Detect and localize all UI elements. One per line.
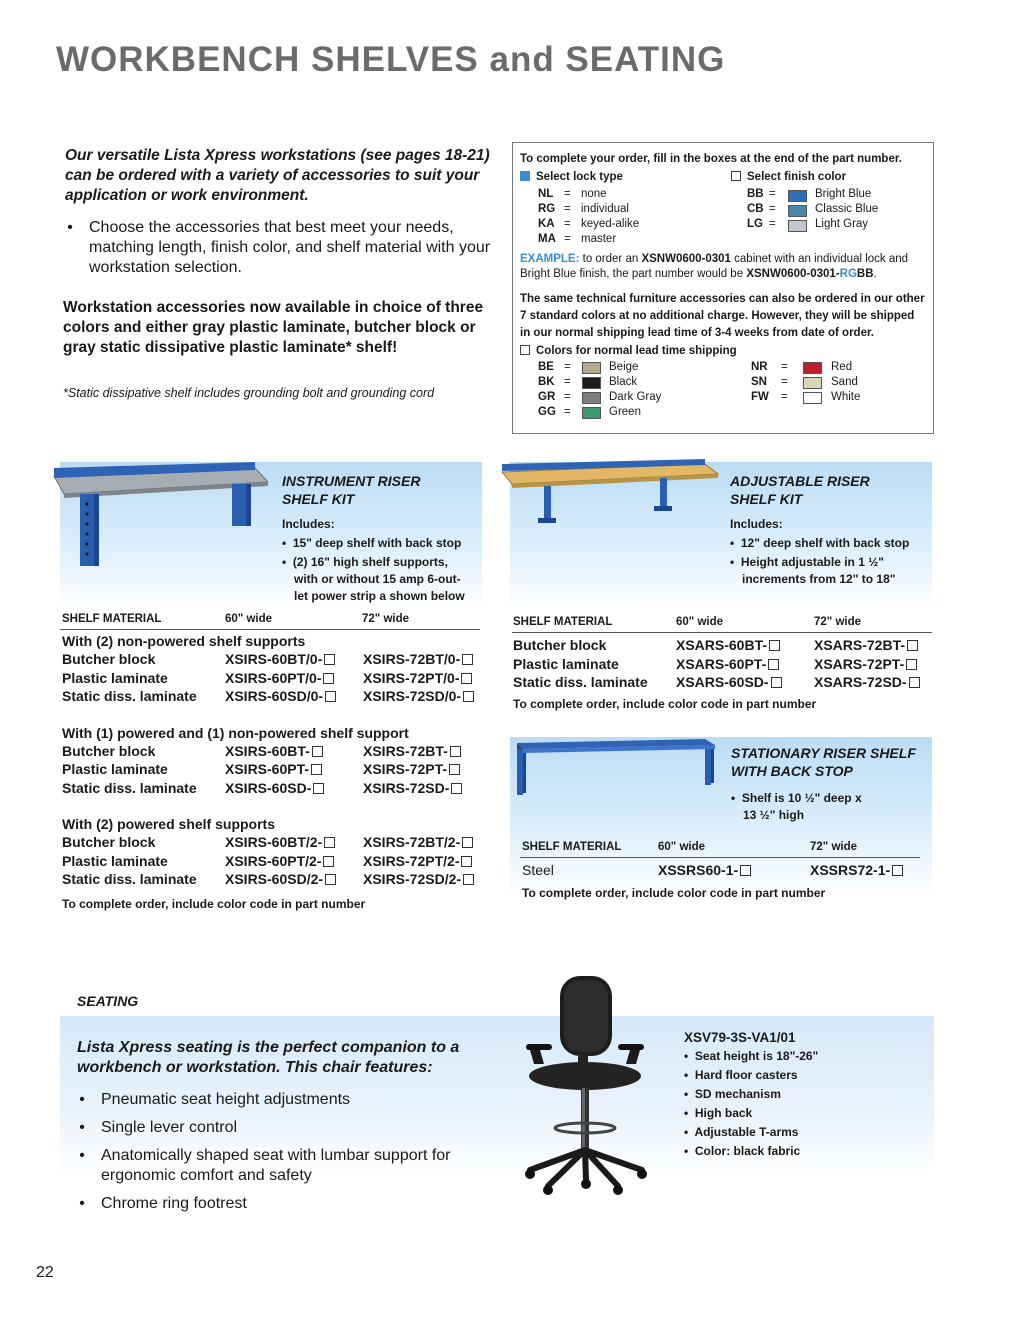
finish-color-label: Select finish color (731, 170, 846, 185)
color-swatch (582, 362, 601, 374)
std-color-name: Red (831, 361, 853, 373)
adjustable-note: To complete order, include color code in part number (513, 697, 817, 711)
std-color-name: Black (609, 376, 638, 388)
color-swatch (788, 190, 807, 202)
same-accessories-text: 7 standard colors at no additional charge. However, they will be shipped (520, 310, 915, 322)
col-header-72: 72" wide (810, 841, 857, 853)
example-line-2: Bright Blue finish, the part number would be XSNW0600-0301-RGBB. (520, 268, 877, 280)
colors-announcement: Workstation accessories now available in choice of three colors and either gray plastic laminate, butcher block or gray static dissipative plastic laminate* shelf! (63, 299, 484, 356)
finish-name: Classic Blue (815, 203, 879, 215)
finish-code: BB (747, 188, 764, 200)
adjustable-includes-list: • 12" deep shelf with back stop • Height adjustable in 1 ½" increments from 12" to 18" (730, 536, 910, 586)
adjustable-riser-shelf-image (500, 458, 725, 530)
table-row: Static diss. laminate XSIRS-60SD/2- XSIRS-72SD/2- (62, 870, 482, 889)
stationary-riser-title: STATIONARY RISER SHELF WITH BACK STOP (731, 745, 916, 779)
seating-intro: Lista Xpress seating is the perfect companion to a workbench or workstation. This chair features: (77, 1039, 460, 1076)
instrument-includes-list: • 15" deep shelf with back stop • (2) 16" high shelf supports, with or without 15 amp 6-out- let power strip a shown below (282, 536, 465, 603)
list-item: • Adjustable T-arms (684, 1125, 799, 1139)
col-header-material: SHELF MATERIAL (522, 841, 622, 853)
footnote: *Static dissipative shelf includes grounding bolt and grounding cord (63, 386, 435, 400)
list-item: • SD mechanism (684, 1087, 781, 1101)
lock-name: master (581, 233, 617, 245)
list-item: • Seat height is 18"-26" (684, 1049, 819, 1063)
example-line-1: EXAMPLE: to order an XSNW0600-0301 cabinet with an individual lock and (520, 253, 909, 265)
intro-bullet: • Choose the accessories that best meet your needs, matching length, finish color, and shelf material with your workstation selection. (67, 219, 491, 276)
order-instructions-box: To complete your order, fill in the boxes at the end of the part number. Select lock type Select finish color NL = none RG = individual KA = keyed-alike MA = master BB = Bright Blue CB = Classic Blue LG = Light Gray EXAMPLE: to order an XSNW0600-0301 cabinet with an individual lock and Bright Blue finish, the part number would be XSNW0600-0301-RGBB. The same technical furniture accessories can also be ordered in our other 7 standard colors at no additional charge. However, they will be shipped in our normal shipping lead time of 3-4 weeks from date of order. Colors for normal lead time shipping BE = Beige BK = Black GR = Dark Gray GG = Green NR = Red SN = Sand FW = White (512, 142, 934, 434)
lock-name: none (581, 188, 607, 200)
list-item: • Chrome ring footrest (79, 1195, 247, 1212)
color-swatch (803, 392, 822, 404)
table-divider (60, 629, 480, 630)
adjustable-riser-title: ADJUSTABLE RISER SHELF KIT (730, 473, 870, 507)
finish-name: Light Gray (815, 218, 869, 230)
stationary-note: To complete order, include color code in part number (522, 886, 826, 900)
includes-label: Includes: (730, 517, 783, 531)
list-item: • Color: black fabric (684, 1144, 801, 1158)
instrument-riser-title: INSTRUMENT RISER SHELF KIT (282, 473, 421, 507)
std-color-code: BE (538, 361, 554, 373)
empty-square-icon (520, 345, 530, 355)
table-row: Static diss. laminate XSARS-60SD- XSARS-72SD- (513, 673, 933, 692)
table-row: Butcher block XSIRS-60BT/2- XSIRS-72BT/2- (62, 833, 482, 852)
page-number: 22 (36, 1264, 54, 1281)
list-item: • High back (684, 1106, 753, 1120)
chair-model-number: XSV79-3S-VA1/01 (684, 1030, 796, 1045)
instrument-note: To complete order, include color code in part number (62, 897, 366, 911)
order-box-heading: To complete your order, fill in the boxes at the end of the part number. (520, 153, 902, 165)
table-row: Steel XSSRS60-1- XSSRS72-1- (522, 861, 903, 879)
std-color-name: Dark Gray (609, 391, 662, 403)
seating-label: SEATING (77, 993, 139, 1009)
table-row: Plastic laminate XSARS-60PT- XSARS-72PT- (513, 655, 933, 674)
lock-code: KA (538, 218, 555, 230)
table-row: Static diss. laminate XSIRS-60SD/0- XSIRS-72SD/0- (62, 687, 482, 706)
table-row: Butcher block XSARS-60BT- XSARS-72BT- (513, 636, 933, 655)
table-row: Static diss. laminate XSIRS-60SD- XSIRS-72SD- (62, 779, 482, 798)
table-row: Plastic laminate XSIRS-60PT/0- XSIRS-72PT/0- (62, 669, 482, 688)
col-header-60: 60" wide (225, 613, 272, 625)
includes-label: Includes: (282, 517, 335, 531)
table-row: Plastic laminate XSIRS-60PT/2- XSIRS-72PT/2- (62, 852, 482, 871)
intro-text: Our versatile Lista Xpress workstations (see pages 18-21) can be ordered with a variety of accessories to suit your application or work environment. (65, 147, 490, 204)
adjustable-table (513, 636, 933, 692)
std-color-code: SN (751, 376, 767, 388)
std-color-code: BK (538, 376, 555, 388)
table-row: Plastic laminate XSIRS-60PT- XSIRS-72PT- (62, 760, 482, 779)
empty-square-icon (731, 171, 741, 181)
lock-type-label: Select lock type (520, 170, 623, 185)
lock-name: keyed-alike (581, 218, 640, 230)
chair-specs (684, 1048, 924, 1162)
std-color-name: Beige (609, 361, 639, 373)
table-row: Butcher block XSIRS-60BT/0- XSIRS-72BT/0- (62, 650, 482, 669)
color-swatch (788, 220, 807, 232)
col-header-72: 72" wide (814, 616, 861, 628)
table-row: Butcher block XSIRS-60BT- XSIRS-72BT- (62, 742, 482, 761)
col-header-material: SHELF MATERIAL (513, 616, 613, 628)
std-color-code: GG (538, 406, 556, 418)
finish-name: Bright Blue (815, 188, 872, 200)
table-divider (520, 857, 920, 858)
chair-image (520, 972, 650, 1197)
list-item: • Single lever control (79, 1119, 238, 1136)
lock-code: MA (538, 233, 556, 245)
std-color-name: Green (609, 406, 641, 418)
normal-lead-label: Colors for normal lead time shipping (520, 344, 737, 359)
page-title: WORKBENCH SHELVES and SEATING (56, 40, 726, 79)
color-swatch (803, 377, 822, 389)
seating-features (77, 1090, 497, 1214)
std-color-code: FW (751, 391, 769, 403)
lock-code: RG (538, 203, 556, 215)
col-header-60: 60" wide (658, 841, 705, 853)
color-swatch (803, 362, 822, 374)
col-header-72: 72" wide (362, 613, 409, 625)
group-heading: With (1) powered and (1) non-powered shelf support (62, 724, 409, 741)
same-accessories-text: The same technical furniture accessories can also be ordered in our other (520, 293, 925, 305)
finish-code: LG (747, 218, 763, 230)
stationary-spec: • Shelf is 10 ½" deep x 13 ½" high (731, 791, 862, 822)
std-color-code: NR (751, 361, 768, 373)
group-heading: With (2) powered shelf supports (62, 816, 275, 832)
color-swatch (582, 377, 601, 389)
list-item: • Pneumatic seat height adjustments (79, 1091, 351, 1108)
std-color-code: GR (538, 391, 556, 403)
instrument-riser-shelf-image (50, 460, 275, 570)
filled-square-icon (520, 171, 530, 181)
instrument-table (62, 632, 482, 889)
finish-code: CB (747, 203, 764, 215)
color-swatch (582, 392, 601, 404)
group-heading: With (2) non-powered shelf supports (62, 633, 306, 649)
col-header-material: SHELF MATERIAL (62, 613, 162, 625)
std-color-name: White (831, 391, 861, 403)
same-accessories-text: in our normal shipping lead time of 3-4 weeks from date of order. (520, 327, 875, 339)
lock-code: NL (538, 188, 554, 200)
stationary-riser-shelf-image (515, 737, 720, 797)
col-header-60: 60" wide (676, 616, 723, 628)
table-divider (512, 632, 932, 633)
std-color-name: Sand (831, 376, 858, 388)
lock-name: individual (581, 203, 629, 215)
list-item: • Hard floor casters (684, 1068, 798, 1082)
list-item: • Anatomically shaped seat with lumbar support for ergonomic comfort and safety (79, 1147, 451, 1184)
color-swatch (788, 205, 807, 217)
color-swatch (582, 407, 601, 419)
